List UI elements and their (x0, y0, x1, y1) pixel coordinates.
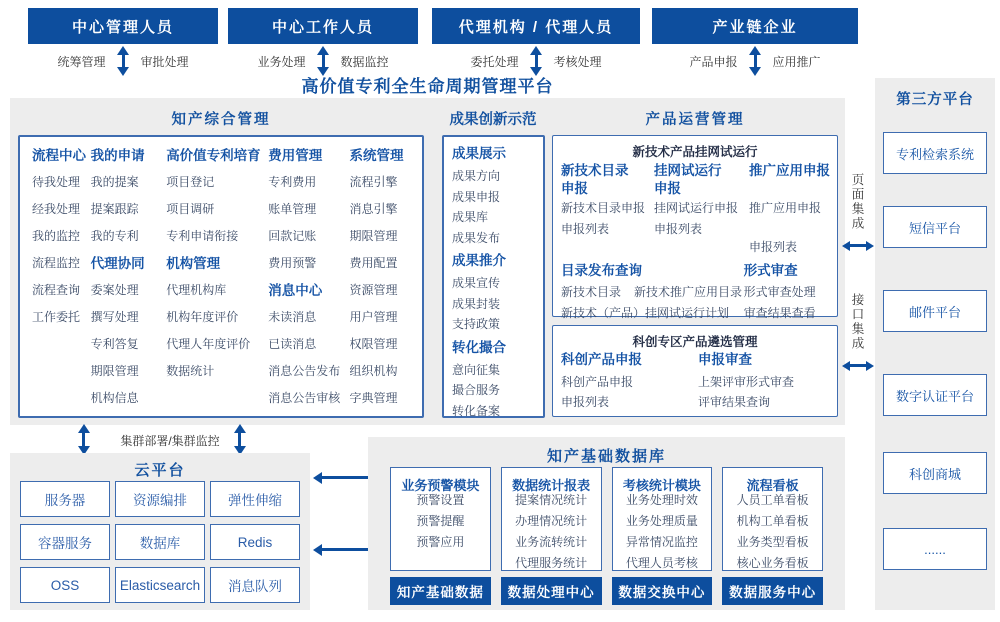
menu-item: 业务处理质量 (625, 514, 698, 528)
menu-item: 已读消息 (268, 337, 317, 351)
module-assessment-statistics (612, 467, 713, 571)
role-function-label: 审批处理 (140, 54, 189, 69)
cloud-platform-panel (10, 453, 310, 610)
data-hub-panel (368, 437, 845, 610)
section-header-process-center: 流程中心 (32, 148, 86, 163)
platform-title: 高价值专利全生命周期管理平台 (301, 77, 554, 96)
double-arrow-vertical-icon (535, 55, 538, 67)
menu-item-row (561, 282, 744, 303)
third-party-title: 第三方平台 (896, 92, 974, 108)
module-header: 考核统计模块 (622, 478, 701, 493)
module-business-warning (390, 467, 491, 571)
menu-item: 新技术（产品）挂网试运行计划 (561, 306, 730, 320)
menu-item: 成果封装 (452, 296, 501, 311)
role-header-industry-chain (652, 8, 858, 44)
menu-item: 业务处理时效 (625, 493, 698, 507)
double-arrow-horizontal-icon (850, 364, 866, 367)
menu-item: 申报列表 (561, 222, 610, 236)
data-hub-centers (390, 577, 823, 605)
section-header-achievement-promotion: 成果推介 (452, 253, 506, 268)
cloud-service-box: Elasticsearch (115, 567, 205, 603)
menu-item: 审查结果查看 (743, 306, 816, 320)
menu-item: 提案情况统计 (515, 493, 588, 507)
column-cultivation (166, 142, 268, 412)
role-function-label: 业务处理 (257, 54, 306, 69)
cloud-service-box: 服务器 (20, 481, 110, 517)
menu-item: 支持政策 (452, 317, 501, 331)
menu-item: 成果库 (452, 210, 489, 224)
innovation-sections (444, 137, 543, 421)
role-title: 中心工作人员 (271, 18, 374, 36)
center-data-processing: 数据处理中心 (501, 577, 602, 605)
menu-item: 专利费用 (268, 175, 317, 189)
menu-item: 费用配置 (349, 256, 398, 270)
cloud-service-box: 容器服务 (20, 524, 110, 560)
column-process-center (32, 142, 91, 412)
menu-item: 新技术目录 (561, 285, 622, 299)
menu-item: 经我处理 (32, 202, 81, 216)
column-my-application (91, 142, 167, 412)
menu-item: 期限管理 (349, 229, 398, 243)
menu-item: 代理机构库 (166, 283, 227, 297)
menu-item: 申报列表 (749, 240, 798, 254)
group-formal-review (744, 260, 829, 324)
menu-item: 机构信息 (90, 391, 139, 405)
trial-operation-subtitle: 新技术产品挂网试运行 (632, 145, 758, 159)
menu-item: 代理人员考核 (625, 556, 698, 570)
menu-item: 我的监控 (32, 229, 81, 243)
menu-item: 成果发布 (452, 230, 501, 245)
menu-item: 账单管理 (268, 202, 317, 216)
column-fee-management (268, 142, 349, 412)
menu-item: 上架评审形式审查 (697, 375, 794, 389)
menu-item: 形式审查处理 (743, 285, 816, 299)
trial-bottom-groups (553, 258, 837, 324)
menu-item: 提案跟踪 (90, 202, 139, 216)
group-header: 科创产品申报 (561, 352, 642, 367)
cloud-service-box: OSS (20, 567, 110, 603)
double-arrow-vertical-icon (238, 433, 241, 446)
trial-top-groups (553, 158, 837, 258)
ip-mgmt-title: 知产综合管理 (171, 112, 271, 128)
trial-operation-box (552, 135, 838, 320)
data-hub-modules (390, 467, 823, 571)
menu-item: 机构工单看板 (736, 514, 809, 528)
sci-tech-selection-box (552, 325, 838, 417)
section-header-agency-collab: 代理协同 (90, 256, 145, 271)
menu-item: 申报列表 (561, 395, 610, 409)
page-integration-label: 页面集成 (850, 173, 864, 231)
role-title: 中心管理人员 (71, 18, 174, 36)
menu-item: 预警提醒 (416, 514, 465, 528)
menu-item: 专利答复 (90, 337, 139, 351)
menu-item: 委案处理 (90, 283, 139, 297)
group-header: 形式审查 (743, 263, 798, 278)
sci-tech-selection-subtitle: 科创专区产品遴选管理 (632, 335, 758, 349)
menu-item: 业务类型看板 (736, 535, 809, 549)
center-ip-base-data: 知产基础数据 (390, 577, 491, 605)
menu-item: 挂网试运行申报 (654, 201, 739, 215)
product-ops-title: 产品运营管理 (645, 112, 745, 128)
menu-item: 回款记账 (268, 229, 317, 243)
third-party-more: ...... (883, 528, 987, 570)
ip-mgmt-columns (20, 137, 422, 412)
role-function-label: 考核处理 (553, 54, 602, 69)
menu-item: 流程监控 (32, 256, 81, 270)
menu-item: 资源管理 (349, 283, 398, 297)
group-new-tech-catalog (561, 160, 654, 258)
cloud-service-box: 消息队列 (210, 567, 300, 603)
group-declare-review (698, 348, 829, 412)
third-party-patent-search: 专利检索系统 (883, 132, 987, 174)
third-party-digital-cert: 数字认证平台 (883, 374, 987, 416)
menu-item: 数据统计 (166, 364, 215, 378)
menu-item: 成果宣传 (452, 276, 501, 290)
third-party-sci-tech-mall: 科创商城 (883, 452, 987, 494)
menu-item: 代理服务统计 (515, 556, 588, 570)
cluster-label: 集群部署/集群监控 (120, 434, 220, 448)
role-function-label: 产品申报 (689, 54, 738, 69)
menu-item: 办理情况统计 (515, 514, 588, 528)
menu-item: 推广应用申报 (749, 201, 822, 215)
role-function-label: 委托处理 (470, 54, 519, 69)
section-header-cultivation: 高价值专利培育 (166, 148, 261, 163)
menu-item: 申报列表 (654, 222, 703, 236)
menu-item: 新技术目录申报 (561, 201, 646, 215)
double-arrow-vertical-icon (322, 55, 325, 67)
role-header-center-staff (228, 8, 418, 44)
menu-item: 意向征集 (452, 362, 501, 377)
menu-item: 新技术推广应用目录 (634, 285, 743, 299)
main-platform-panel (10, 98, 845, 425)
menu-item: 成果方向 (452, 169, 501, 183)
module-header: 流程看板 (746, 478, 799, 493)
role-title: 代理机构 / 代理人员 (458, 18, 614, 36)
center-data-service: 数据服务中心 (722, 577, 823, 605)
menu-item: 我的专利 (90, 229, 139, 243)
group-sci-tech-product-declare (561, 348, 698, 412)
double-arrow-vertical-icon (82, 433, 85, 446)
section-header-fee-management: 费用管理 (268, 148, 323, 163)
menu-item: 消息公告审核 (268, 391, 341, 405)
section-header-achievement-display: 成果展示 (452, 146, 506, 161)
group-promotion-application (749, 160, 829, 258)
role-function-label: 应用推广 (772, 54, 821, 69)
menu-item: 机构年度评价 (166, 310, 239, 324)
column-system-management (350, 142, 410, 412)
double-arrow-vertical-icon (754, 55, 757, 67)
menu-item: 权限管理 (349, 337, 398, 351)
center-data-exchange: 数据交换中心 (612, 577, 713, 605)
menu-item: 项目调研 (166, 202, 215, 216)
menu-item: 评审结果查询 (697, 395, 770, 409)
role-title: 产业链企业 (712, 18, 798, 36)
group-online-trial (654, 160, 749, 258)
api-integration-label: 接口集成 (850, 293, 864, 351)
double-arrow-vertical-icon (122, 55, 125, 67)
menu-item: 工作委托 (32, 310, 81, 324)
menu-item: 撰写处理 (90, 310, 139, 324)
menu-item: 科创产品申报 (561, 375, 634, 389)
menu-item: 流程查询 (32, 283, 81, 297)
cloud-services-grid (20, 481, 300, 603)
role-function-label: 数据监控 (340, 54, 389, 69)
cloud-service-box: 弹性伸缩 (210, 481, 300, 517)
third-party-panel (875, 78, 995, 610)
group-header: 申报审查 (697, 352, 752, 367)
section-header-my-application: 我的申请 (90, 148, 145, 163)
section-header-org-management: 机构管理 (166, 256, 221, 271)
module-process-kanban (722, 467, 823, 571)
menu-item: 消息引擎 (349, 202, 398, 216)
double-arrow-horizontal-icon (850, 244, 866, 247)
group-header: 挂网试运行申报 (654, 163, 722, 196)
menu-item: 待我处理 (32, 175, 81, 189)
third-party-email: 邮件平台 (883, 290, 987, 332)
cloud-service-box: Redis (210, 524, 300, 560)
menu-item: 业务流转统计 (515, 535, 588, 549)
menu-item: 成果申报 (452, 189, 501, 204)
menu-item: 费用预警 (268, 256, 317, 270)
menu-item: 流程引擎 (349, 175, 398, 189)
data-hub-title: 知产基础数据库 (546, 448, 666, 465)
section-header-transformation-matching: 转化撮合 (452, 339, 506, 355)
section-header-message-center: 消息中心 (268, 283, 323, 298)
cloud-service-box: 数据库 (115, 524, 205, 560)
role-header-agency (432, 8, 640, 44)
menu-item: 预警设置 (416, 493, 465, 507)
menu-item: 我的提案 (90, 175, 139, 189)
section-header-system-management: 系统管理 (349, 148, 404, 163)
group-header: 新技术目录申报 (561, 163, 629, 196)
menu-item: 核心业务看板 (736, 556, 809, 570)
role-function-label: 统筹管理 (57, 54, 106, 69)
module-statistics-report (501, 467, 602, 571)
group-catalog-publish-query (561, 260, 744, 324)
selection-groups (553, 348, 837, 412)
ip-mgmt-box (18, 135, 424, 418)
cloud-service-box: 资源编排 (115, 481, 205, 517)
menu-item: 字典管理 (349, 391, 398, 405)
menu-item: 未读消息 (268, 310, 317, 324)
menu-item: 专利申请衔接 (166, 229, 239, 243)
menu-item: 期限管理 (90, 364, 139, 378)
group-header: 目录发布查询 (561, 263, 642, 278)
menu-item: 消息公告发布 (268, 364, 341, 378)
menu-item: 异常情况监控 (625, 535, 698, 549)
menu-item: 人员工单看板 (736, 493, 809, 507)
third-party-sms: 短信平台 (883, 206, 987, 248)
innovation-box (442, 135, 545, 418)
menu-item: 预警应用 (416, 535, 465, 549)
module-header: 业务预警模块 (401, 478, 480, 493)
menu-item: 组织机构 (349, 364, 398, 378)
menu-item: 代理人年度评价 (166, 337, 251, 351)
role-header-center-managers (28, 8, 218, 44)
module-header: 数据统计报表 (512, 478, 591, 493)
cloud-platform-title: 云平台 (134, 462, 186, 479)
menu-item: 项目登记 (166, 175, 215, 189)
menu-item: 撮合服务 (452, 383, 501, 397)
menu-item: 转化备案 (452, 403, 501, 418)
innovation-title: 成果创新示范 (449, 112, 537, 128)
group-header: 推广应用申报 (749, 163, 830, 178)
menu-item: 用户管理 (349, 310, 398, 324)
